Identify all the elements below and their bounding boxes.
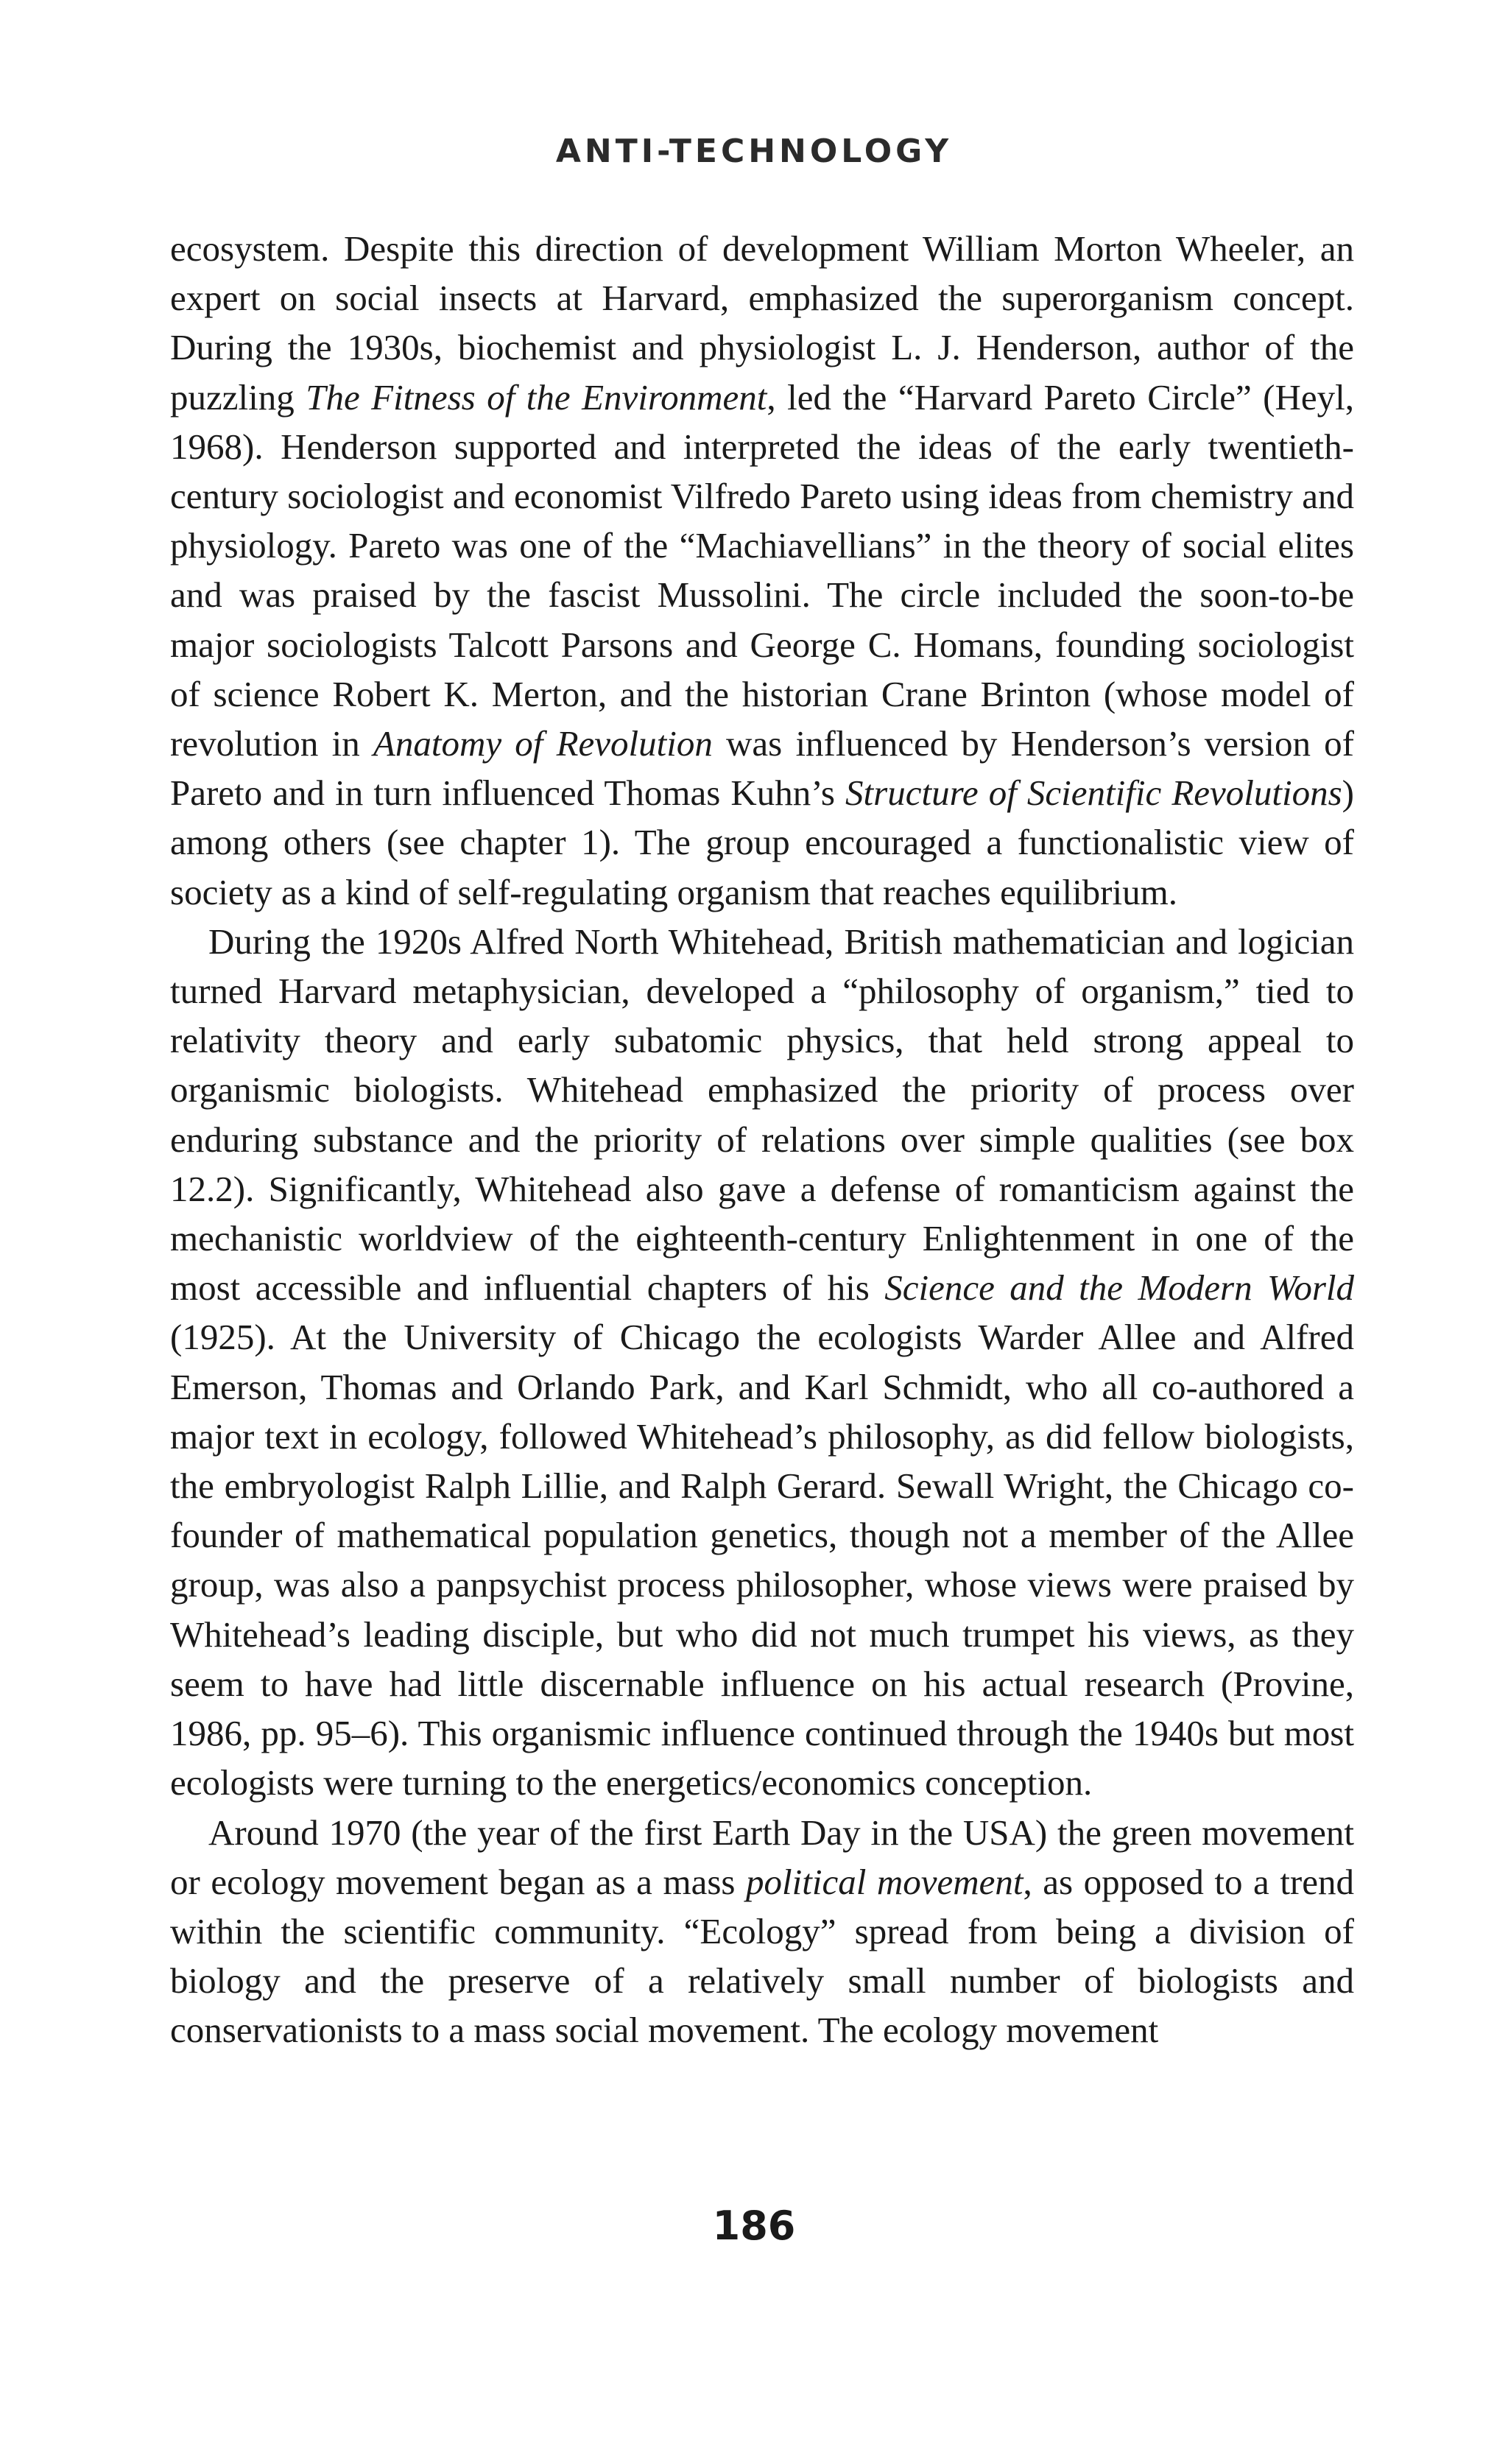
paragraph-1-text: , led the “Harvard Pareto Circle” (Heyl, 1968). Henderson supported and interpreted the ideas of the early twentieth-century sociologist and economist Vilfredo Pareto using ideas from chemistry and physiology. Pareto was one of the “Machiavellians” in the theory of social elites and was praised by the fascist Mussolini. The circle included the soon-to-be major sociologists Talcott Parsons and George C. Homans, founding sociologist of science Robert K. Merton, and the historian Crane Brinton (whose model of revolution in <box>170 376 1354 764</box>
book-title-science-and-modern-world: Science and the Modern World <box>884 1267 1354 1309</box>
paragraph-1 <box>170 224 1354 917</box>
emphasis-political-movement: political movement <box>745 1861 1023 1902</box>
paragraph-2-text: During the 1920s Alfred North Whitehead, British mathematician and logician turned Harvard metaphysician, developed a “philosophy of organism,” tied to relativity theory and early subatomic physics, that held strong appeal to organismic biologists. Whitehead emphasized the priority of process over enduring substance and the priority of relations over simple qualities (see box 12.2). Significantly, Whitehead also gave a defense of romanticism against the mechanistic worldview of the eighteenth-century Enlightenment in one of the most accessible and influential chapters of his <box>170 921 1354 1309</box>
book-title-anatomy-of-revolution: Anatomy of Revolution <box>373 723 713 764</box>
book-title-fitness-of-environment: The Fitness of the Environment <box>306 376 767 418</box>
paragraph-3-text: Around 1970 (the year of the first Earth Day in the USA) the green movement or ecology movement began as a mass <box>170 1812 1354 1902</box>
paragraph-3-text: , as opposed to a trend within the scientific community. “Ecology” spread from being a division of biology and the preserve of a relatively small number of biologists and conservationists to a mass social movement. The ecology movement <box>170 1861 1354 2051</box>
page-number: 186 <box>712 2203 796 2249</box>
paragraph-1-text: ) among others (see chapter 1). The group encouraged a functionalistic view of society as a kind of self-regulating organism that reaches equilibrium. <box>170 772 1354 912</box>
paragraph-2-text: (1925). At the University of Chicago the ecologists Warder Allee and Alfred Emerson, Thomas and Orlando Park, and Karl Schmidt, who all co-authored a major text in ecology, followed Whitehead’s philosophy, as did fellow biologists, the embryologist Ralph Lillie, and Ralph Gerard. Sewall Wright, the Chicago co-founder of mathematical population genetics, though not a member of the Allee group, was also a panpsychist process philosopher, whose views were praised by Whitehead’s leading disciple, but who did not much trumpet his views, as they seem to have had little discernable influence on his actual research (Provine, 1986, pp. 95–6). This organismic influence continued through the 1940s but most ecologists were turning to the energetics/economics conception. <box>170 1317 1354 1803</box>
paragraph-3 <box>170 1808 1354 2055</box>
paragraph-1-text: ecosystem. Despite this direction of development William Morton Wheeler, an expert on social insects at Harvard, emphasized the superorganism concept. During the 1930s, biochemist and physiologist L. J. Henderson, author of the puzzling <box>170 228 1354 418</box>
running-head: ANTI-TECHNOLOGY <box>555 133 953 170</box>
book-title-structure-of-scientific-revolutions: Structure of Scientific Revolutions <box>845 772 1342 814</box>
body-text <box>170 224 1354 2055</box>
paragraph-1-text: was influenced by Henderson’s version of Pareto and in turn influenced Thomas Kuhn’s <box>170 723 1354 814</box>
paragraph-2 <box>170 917 1354 1808</box>
